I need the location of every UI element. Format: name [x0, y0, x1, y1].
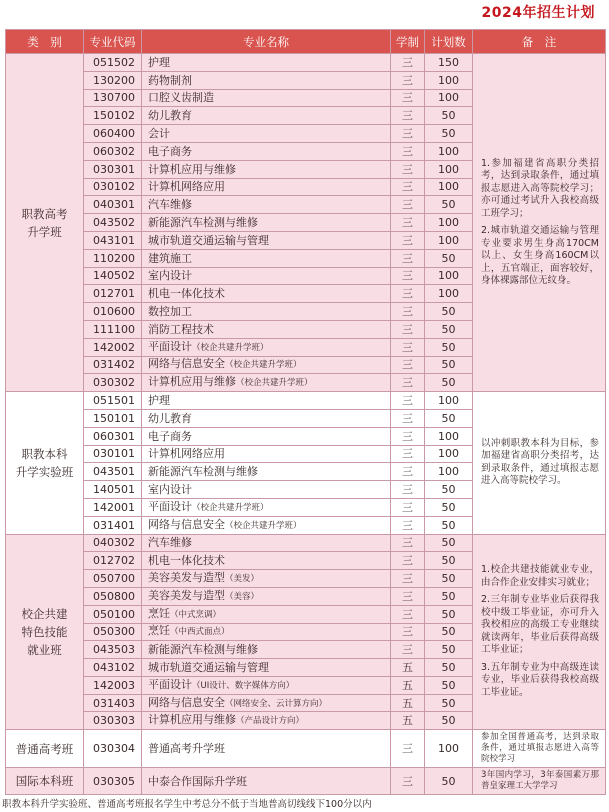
- program-years: 三: [391, 231, 425, 249]
- program-name-cell: [142, 249, 391, 267]
- program-tag: （美容）: [225, 591, 260, 602]
- category-label: 职教本科: [21, 446, 68, 461]
- program-name: 计算机应用与维修: [148, 713, 236, 727]
- program-name: 计算机应用与维修: [148, 375, 236, 389]
- program-name: 计算机网络应用: [148, 180, 225, 194]
- program-tag: （中西式面点）: [170, 627, 230, 638]
- program-years: 五: [391, 659, 425, 677]
- program-count: 100: [425, 142, 473, 160]
- enrollment-plan-table-wrapper: [5, 29, 605, 795]
- program-name-cell: [142, 142, 391, 160]
- program-name-cell: [142, 374, 391, 392]
- category-cell: [6, 392, 84, 534]
- program-name: 烹饪: [148, 606, 170, 620]
- program-count: 50: [425, 552, 473, 570]
- program-years: 三: [391, 605, 425, 623]
- program-name: 汽车维修: [148, 536, 192, 550]
- notes-cell: [473, 534, 606, 730]
- program-tag: （校企共建升学班）: [192, 502, 269, 513]
- page-title: 2024年招生计划: [481, 5, 595, 21]
- program-name-cell: [142, 623, 391, 641]
- program-name-cell: [142, 659, 391, 677]
- program-code: 043101: [84, 231, 142, 249]
- program-years: 五: [391, 712, 425, 730]
- program-name-cell: [142, 694, 391, 712]
- notes-cell: [473, 54, 606, 392]
- program-years: 三: [391, 587, 425, 605]
- category-label: 国际本科班: [15, 774, 74, 789]
- program-name-cell: [142, 641, 391, 659]
- program-years: 五: [391, 676, 425, 694]
- category-label: 普通高考班: [15, 741, 74, 756]
- header-category: 类 别: [6, 30, 84, 54]
- table-row: [6, 392, 606, 410]
- notes-cell: [473, 730, 606, 768]
- program-name: 平面设计: [148, 339, 192, 353]
- program-code: 030303: [84, 712, 142, 730]
- program-code: 043501: [84, 463, 142, 481]
- program-count: 50: [425, 768, 473, 795]
- program-code: 030305: [84, 768, 142, 795]
- program-count: 150: [425, 54, 473, 72]
- program-name-cell: [142, 445, 391, 463]
- program-count: 100: [425, 392, 473, 410]
- program-years: 三: [391, 498, 425, 516]
- program-name-cell: [142, 160, 391, 178]
- program-name-cell: [142, 570, 391, 588]
- program-code: 030304: [84, 730, 142, 768]
- program-count: 50: [425, 498, 473, 516]
- program-count: 100: [425, 445, 473, 463]
- program-years: 三: [391, 196, 425, 214]
- program-name: 网络与信息安全: [148, 357, 225, 371]
- program-name-cell: [142, 516, 391, 534]
- program-name: 城市轨道交通运输与管理: [148, 233, 269, 247]
- program-count: 50: [425, 356, 473, 374]
- program-name-cell: [142, 768, 391, 795]
- program-code: 043502: [84, 214, 142, 232]
- header-notes: 备 注: [473, 30, 606, 54]
- footnote: 职教本科升学实验班、普通高考班报名学生中考总分不低于当地普高切线线下100分以内: [2, 799, 372, 810]
- program-code: 030102: [84, 178, 142, 196]
- program-code: 150101: [84, 409, 142, 427]
- program-code: 031401: [84, 516, 142, 534]
- program-count: 50: [425, 374, 473, 392]
- program-tag: （产品设计方向）: [236, 716, 305, 727]
- program-name-cell: [142, 71, 391, 89]
- program-years: 三: [391, 409, 425, 427]
- program-name-cell: [142, 481, 391, 499]
- program-name-cell: [142, 463, 391, 481]
- program-years: 三: [391, 534, 425, 552]
- program-years: 三: [391, 338, 425, 356]
- program-name: 汽车维修: [148, 198, 192, 212]
- program-code: 010600: [84, 303, 142, 321]
- program-name: 电子商务: [148, 429, 192, 443]
- program-count: 50: [425, 605, 473, 623]
- program-name-cell: [142, 320, 391, 338]
- program-tag: （中式烹调）: [170, 609, 222, 620]
- program-code: 142003: [84, 676, 142, 694]
- program-name-cell: [142, 178, 391, 196]
- program-name-cell: [142, 125, 391, 143]
- program-code: 140502: [84, 267, 142, 285]
- program-code: 030302: [84, 374, 142, 392]
- program-name: 城市轨道交通运输与管理: [148, 660, 269, 674]
- program-name: 计算机网络应用: [148, 447, 225, 461]
- program-name-cell: [142, 534, 391, 552]
- program-name: 网络与信息安全: [148, 517, 225, 531]
- program-tag: （网络安全、云计算方向）: [225, 698, 328, 709]
- program-code: 142002: [84, 338, 142, 356]
- program-code: 012702: [84, 552, 142, 570]
- program-count: 50: [425, 125, 473, 143]
- program-name-cell: [142, 285, 391, 303]
- program-name: 网络与信息安全: [148, 695, 225, 709]
- program-code: 040301: [84, 196, 142, 214]
- program-years: 三: [391, 481, 425, 499]
- program-count: 50: [425, 694, 473, 712]
- program-name: 平面设计: [148, 499, 192, 513]
- program-name-cell: [142, 214, 391, 232]
- program-code: 142001: [84, 498, 142, 516]
- program-tag: （UI设计、数字媒体方向）: [192, 680, 295, 691]
- program-years: 三: [391, 214, 425, 232]
- program-name-cell: [142, 196, 391, 214]
- program-years: 三: [391, 392, 425, 410]
- program-years: 五: [391, 694, 425, 712]
- program-name: 中泰合作国际升学班: [148, 774, 247, 788]
- program-count: 50: [425, 570, 473, 588]
- program-count: 50: [425, 587, 473, 605]
- program-name: 电子商务: [148, 144, 192, 158]
- program-name: 烹饪: [148, 624, 170, 638]
- category-cell: [6, 54, 84, 392]
- program-name-cell: [142, 303, 391, 321]
- enrollment-plan-table: [5, 29, 606, 795]
- program-code: 051502: [84, 54, 142, 72]
- program-name-cell: [142, 392, 391, 410]
- program-code: 012701: [84, 285, 142, 303]
- program-name: 普通高考升学班: [148, 742, 225, 756]
- program-count: 100: [425, 178, 473, 196]
- program-code: 040302: [84, 534, 142, 552]
- program-count: 100: [425, 427, 473, 445]
- header-count: 计划数: [425, 30, 473, 54]
- program-count: 100: [425, 730, 473, 768]
- program-code: 150102: [84, 107, 142, 125]
- program-years: 三: [391, 730, 425, 768]
- table-row: [6, 54, 606, 72]
- program-count: 50: [425, 107, 473, 125]
- category-label: 校企共建: [21, 606, 68, 621]
- program-years: 三: [391, 89, 425, 107]
- program-years: 三: [391, 356, 425, 374]
- program-count: 50: [425, 320, 473, 338]
- program-tag: （校企共建升学班）: [225, 360, 302, 371]
- program-name-cell: [142, 730, 391, 768]
- table-row: [6, 730, 606, 768]
- program-code: 130700: [84, 89, 142, 107]
- program-name-cell: [142, 498, 391, 516]
- program-years: 三: [391, 427, 425, 445]
- program-code: 110200: [84, 249, 142, 267]
- program-name: 计算机应用与维修: [148, 162, 236, 176]
- program-count: 100: [425, 214, 473, 232]
- program-code: 060302: [84, 142, 142, 160]
- program-count: 50: [425, 641, 473, 659]
- program-tag: （校企共建升学班）: [192, 342, 269, 353]
- program-name-cell: [142, 552, 391, 570]
- note-paragraph: 以冲刺职教本科为目标，参加福建省高职分类招考，达到录取条件，通过填报志愿进入高等院校学习。: [481, 437, 599, 487]
- note-paragraph: 2.三年制专业毕业后获得我校中级工毕业证，亦可升入我校相应的高级工专业继续就读两年，毕业后获得高级工毕业证；: [481, 594, 599, 656]
- program-code: 111100: [84, 320, 142, 338]
- note-paragraph: 1.校企共建技能就业专业，由合作企业安排实习就业；: [481, 564, 599, 588]
- program-years: 三: [391, 54, 425, 72]
- program-tag: （校企共建升学班）: [236, 378, 313, 389]
- program-code: 050100: [84, 605, 142, 623]
- program-name: 建筑施工: [148, 251, 192, 265]
- table-body: [6, 54, 606, 795]
- program-code: 030101: [84, 445, 142, 463]
- program-count: 100: [425, 71, 473, 89]
- program-count: 50: [425, 516, 473, 534]
- program-count: 100: [425, 267, 473, 285]
- program-count: 50: [425, 303, 473, 321]
- program-name: 新能源汽车检测与维修: [148, 465, 258, 479]
- category-cell: [6, 730, 84, 768]
- program-count: 100: [425, 463, 473, 481]
- program-name: 平面设计: [148, 677, 192, 691]
- program-name: 机电一体化技术: [148, 554, 225, 568]
- program-code: 050800: [84, 587, 142, 605]
- category-label: 职教高考: [21, 206, 68, 221]
- program-years: 三: [391, 178, 425, 196]
- program-name-cell: [142, 587, 391, 605]
- program-years: 三: [391, 142, 425, 160]
- program-name: 药物制剂: [148, 73, 192, 87]
- program-count: 50: [425, 338, 473, 356]
- program-years: 三: [391, 570, 425, 588]
- table-header-row: [6, 30, 606, 54]
- program-count: 50: [425, 409, 473, 427]
- program-name-cell: [142, 54, 391, 72]
- program-name-cell: [142, 107, 391, 125]
- program-name-cell: [142, 676, 391, 694]
- program-name-cell: [142, 89, 391, 107]
- program-code: 031403: [84, 694, 142, 712]
- program-count: 50: [425, 196, 473, 214]
- program-count: 50: [425, 249, 473, 267]
- program-code: 140501: [84, 481, 142, 499]
- category-cell: [6, 768, 84, 795]
- program-code: 050700: [84, 570, 142, 588]
- header-code: 专业代码: [84, 30, 142, 54]
- program-years: 三: [391, 552, 425, 570]
- program-years: 三: [391, 445, 425, 463]
- header-years: 学制: [391, 30, 425, 54]
- program-years: 三: [391, 374, 425, 392]
- program-code: 043102: [84, 659, 142, 677]
- note-paragraph: 3.五年制专业为中高级连读专业，毕业后获得我校高级工毕业证。: [481, 661, 599, 698]
- program-count: 100: [425, 231, 473, 249]
- notes-cell: [473, 768, 606, 795]
- program-name-cell: [142, 427, 391, 445]
- header-name: 专业名称: [142, 30, 391, 54]
- table-row: [6, 768, 606, 795]
- program-count: 100: [425, 89, 473, 107]
- program-years: 三: [391, 641, 425, 659]
- program-name: 幼儿教育: [148, 109, 192, 123]
- program-name-cell: [142, 712, 391, 730]
- note-paragraph: 2.城市轨道交通运输与管理专业要求男生身高170CM以上、女生身高160CM以上，五官端正，面容较好，身体裸露部位无纹身。: [481, 225, 599, 287]
- program-name: 室内设计: [148, 269, 192, 283]
- program-name-cell: [142, 356, 391, 374]
- program-code: 130200: [84, 71, 142, 89]
- program-name: 消防工程技术: [148, 322, 214, 336]
- program-name-cell: [142, 338, 391, 356]
- program-count: 50: [425, 534, 473, 552]
- program-name-cell: [142, 231, 391, 249]
- program-name: 室内设计: [148, 483, 192, 497]
- program-name: 美容美发与造型: [148, 571, 225, 584]
- program-years: 三: [391, 320, 425, 338]
- note-paragraph: 1.参加福建省高职分类招考，达到录取条件，通过填报志愿进入高等院校学习；亦可通过考试升入我校高级工班学习；: [481, 157, 599, 219]
- program-name: 美容美发与造型: [148, 588, 225, 602]
- program-name: 会计: [148, 127, 170, 141]
- program-name-cell: [142, 409, 391, 427]
- program-name: 机电一体化技术: [148, 287, 225, 301]
- program-code: 050300: [84, 623, 142, 641]
- category-label: 升学班: [27, 224, 62, 239]
- category-cell: [6, 534, 84, 730]
- program-name: 新能源汽车检测与维修: [148, 216, 258, 230]
- program-years: 三: [391, 107, 425, 125]
- program-count: 50: [425, 481, 473, 499]
- program-code: 043503: [84, 641, 142, 659]
- program-count: 50: [425, 712, 473, 730]
- program-name-cell: [142, 267, 391, 285]
- program-code: 060301: [84, 427, 142, 445]
- program-count: 50: [425, 659, 473, 677]
- program-tag: （美发）: [225, 574, 260, 584]
- program-name: 口腔义齿制造: [148, 91, 214, 105]
- program-years: 三: [391, 249, 425, 267]
- program-years: 三: [391, 71, 425, 89]
- program-code: 051501: [84, 392, 142, 410]
- program-years: 三: [391, 160, 425, 178]
- program-years: 三: [391, 768, 425, 795]
- program-tag: （校企共建升学班）: [225, 520, 302, 531]
- program-name: 幼儿教育: [148, 411, 192, 425]
- program-years: 三: [391, 516, 425, 534]
- note-paragraph: 3年国内学习，3年泰国素万那普皇家理工大学学习: [481, 770, 599, 792]
- category-label: 就业班: [27, 642, 62, 657]
- program-count: 50: [425, 676, 473, 694]
- program-years: 三: [391, 303, 425, 321]
- category-label: 特色技能: [21, 624, 68, 639]
- program-name: 数控加工: [148, 305, 192, 319]
- program-count: 100: [425, 160, 473, 178]
- program-name: 护理: [148, 55, 170, 69]
- table-row: [6, 534, 606, 552]
- program-count: 50: [425, 623, 473, 641]
- program-count: 100: [425, 285, 473, 303]
- program-code: 030301: [84, 160, 142, 178]
- note-paragraph: 参加全国普通高考，达到录取条件，通过填报志愿进入高等院校学习: [481, 732, 599, 765]
- category-label: 升学实验班: [15, 464, 74, 479]
- program-years: 三: [391, 285, 425, 303]
- program-name: 新能源汽车检测与维修: [148, 643, 258, 657]
- notes-cell: [473, 392, 606, 534]
- program-years: 三: [391, 267, 425, 285]
- program-code: 031402: [84, 356, 142, 374]
- program-years: 三: [391, 125, 425, 143]
- program-years: 三: [391, 623, 425, 641]
- program-code: 060400: [84, 125, 142, 143]
- program-years: 三: [391, 463, 425, 481]
- program-name: 护理: [148, 394, 170, 408]
- program-name-cell: [142, 605, 391, 623]
